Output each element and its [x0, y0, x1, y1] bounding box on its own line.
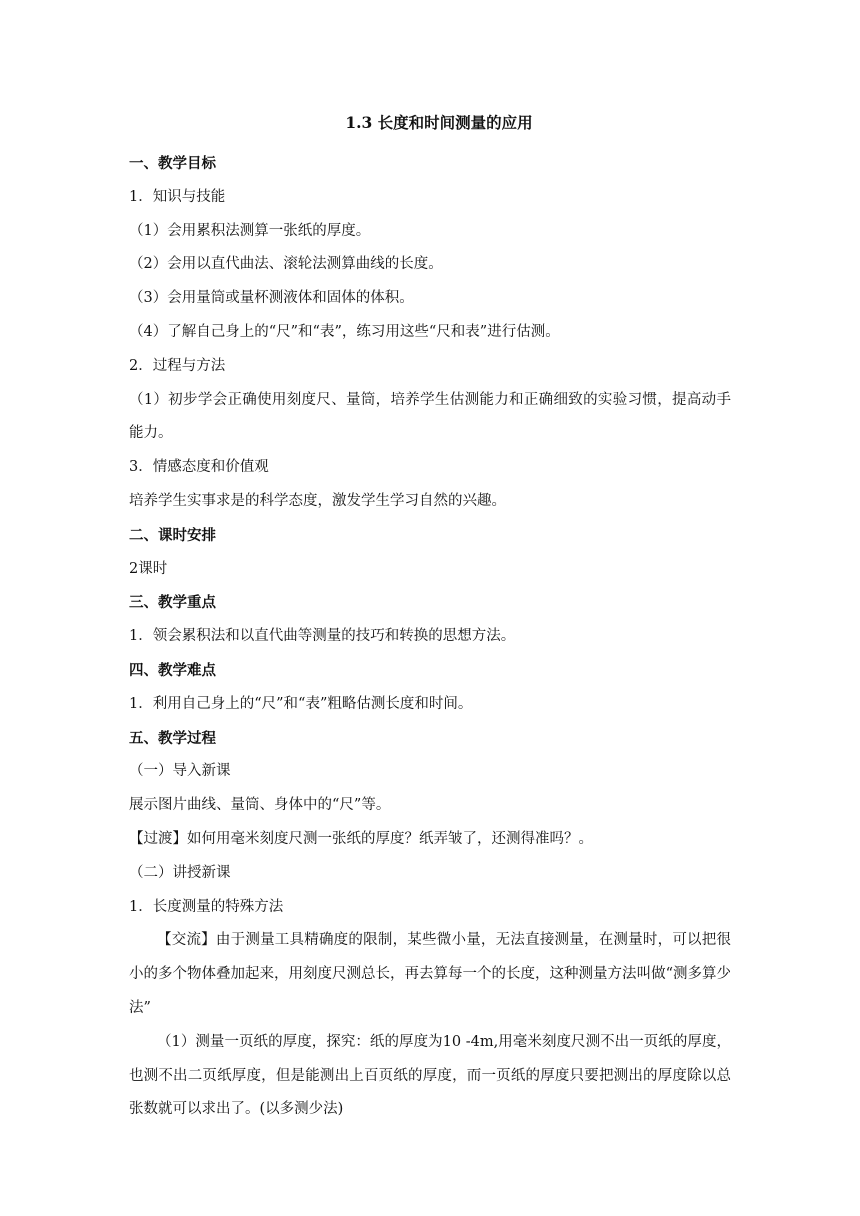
paragraph: 2．过程与方法	[129, 357, 226, 374]
paragraph: （3）会用量筒或量杯测液体和固体的体积。	[129, 290, 414, 307]
paragraph: 【过渡】如何用毫米刻度尺测一张纸的厚度？纸弄皱了，还测得准吗？。	[129, 830, 593, 847]
paragraph: 1．利用自己身上的“尺”和“表”粗略估测长度和时间。	[129, 695, 473, 712]
paragraph: （一）导入新课	[129, 763, 231, 780]
paragraph: 1．知识与技能	[129, 188, 226, 205]
paragraph: （2）会用以直代曲法、滚轮法测算曲线的长度。	[129, 256, 443, 273]
paragraph: 1．领会累积法和以直代曲等测量的技巧和转换的思想方法。	[129, 628, 516, 645]
paragraph: 3．情感态度和价值观	[129, 459, 269, 476]
section-heading-objectives: 一、教学目标	[129, 155, 216, 172]
paragraph: （1）初步学会正确使用刻度尺、量筒，培养学生估测能力和正确细致的实验习惯，提高动手能力。	[129, 391, 731, 442]
paragraph: （1）会用累积法测算一张纸的厚度。	[129, 222, 371, 239]
section-heading-key-points: 三、教学重点	[129, 594, 216, 612]
paragraph: 展示图片曲线、量筒、身体中的“尺”等。	[129, 797, 391, 814]
paragraph: （4）了解自己身上的“尺”和“表”，练习用这些“尺和表”进行估测。	[129, 323, 560, 340]
section-heading-schedule: 二、课时安排	[129, 526, 216, 544]
paragraph: 1．长度测量的特殊方法	[129, 898, 284, 915]
paragraph: 【交流】由于测量工具精确度的限制，某些微小量，无法直接测量，在测量时，可以把很小的多个物体叠加起来，用刻度尺测总长，再去算每一个的长度，这种测量方法叫做“测多算少法”	[129, 932, 731, 1016]
document-title: 1.3 长度和时间测量的应用	[345, 113, 533, 132]
section-heading-difficulties: 四、教学难点	[129, 661, 216, 679]
paragraph: （1）测量一页纸的厚度，探究：纸的厚度为10 -4m,用毫米刻度尺测不出一页纸的厚度，也测不出二页纸厚度，但是能测出上百页纸的厚度，而一页纸的厚度只要把测出的厚度除以总张数就可以求出了。(以多测少法)	[129, 1033, 731, 1118]
document-body	[129, 113, 731, 1127]
paragraph: 培养学生实事求是的科学态度，激发学生学习自然的兴趣。	[129, 492, 506, 509]
paragraph: （二）讲授新课	[129, 864, 231, 881]
paragraph: 2课时	[129, 560, 168, 577]
section-heading-process: 五、教学过程	[129, 729, 216, 747]
